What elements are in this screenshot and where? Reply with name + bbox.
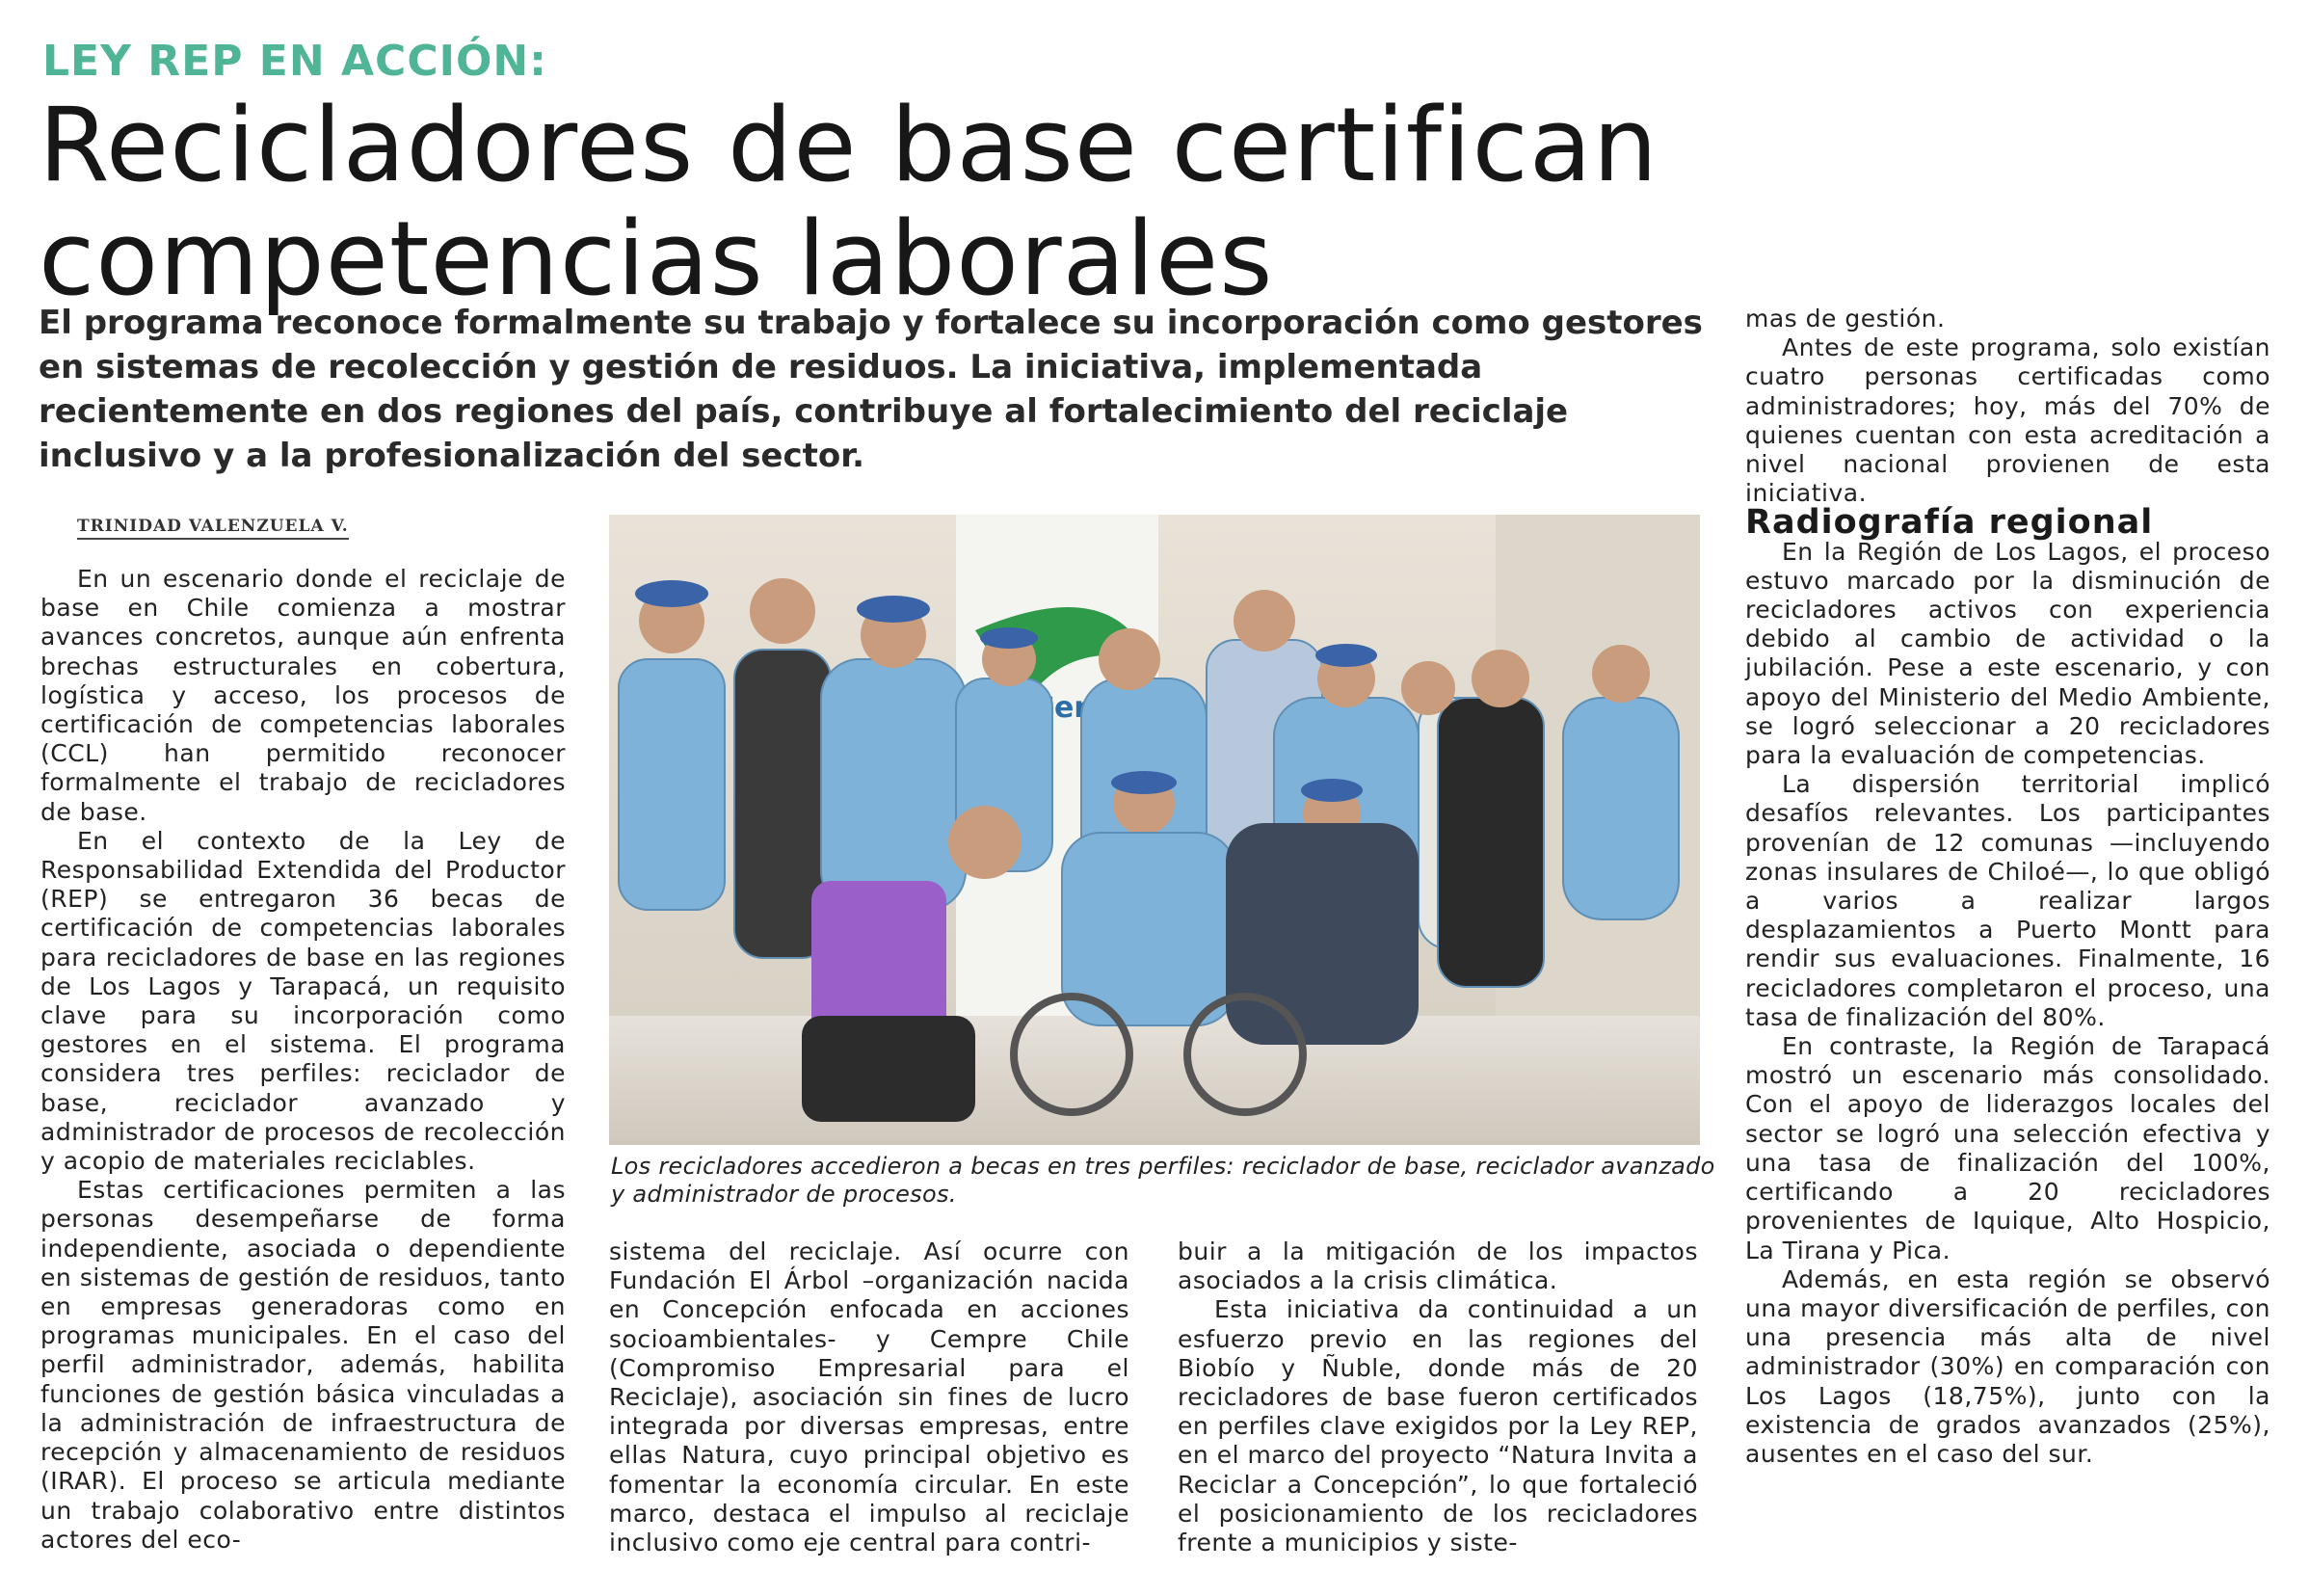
col1-paragraph-1: En un escenario donde el reciclaje de base en Chile comienza a mostrar avances concretos, aunque aún enfrenta brechas estructurales en cobertura, logística y acceso, los procesos de certificación de competencias laborales (CCL) han permitido reconocer formalmente el trabajo de recicladores de base. xyxy=(40,565,566,826)
article-deck: El programa reconoce formalmente su trabajo y fortalece su incorporación como gestores en sistemas de recolección y gestión de residuos. La iniciativa, implementada recientemente en dos regiones del país, contribuye al fortalecimiento del reciclaje inclusivo y a la profesionalización del sector. xyxy=(39,304,1703,475)
column-1 xyxy=(40,565,566,1555)
group-photo-illustration xyxy=(609,515,1700,1145)
col4-paragraph-1: mas de gestión. xyxy=(1745,305,1946,332)
col4-paragraph-5: En contraste, la Región de Tarapacá mostró un escenario más consolidado. Con el apoyo de liderazgos locales del sector se logró una selección efectiva y una tasa de finalización del 100%, certificando a 20 recicladores provenientes de Iquique, Alto Hospicio, La Tirana y Pica. xyxy=(1745,1032,2270,1264)
headline xyxy=(39,86,1850,318)
section-kicker: LEY REP EN ACCIÓN: xyxy=(42,37,547,86)
col4-paragraph-2: Antes de este programa, solo existían cuatro personas certificadas como administradores; hoy, más del 70% de quienes cuentan con esta acreditación a nivel nacional provienen de esta iniciativa. xyxy=(1745,333,2270,508)
column-2 xyxy=(609,1237,1129,1557)
subhead: Radiografía regional xyxy=(1745,503,2154,543)
col3-paragraph-1: buir a la mitigación de los impactos asociados a la crisis climática. xyxy=(1178,1237,1698,1295)
column-3 xyxy=(1178,1237,1698,1557)
headline-line-2: competencias laborales xyxy=(39,200,1274,318)
col3-paragraph-2: Esta iniciativa da continuidad a un esfuerzo previo en las regiones del Biobío y Ñuble, donde más de 20 recicladores de base fueron certificados en perfiles clave exigidos por la Ley REP, en el marco del proyecto “Natura Invita a Reciclar a Concepción”, lo que fortaleció el posicionamiento de los recicladores frente a municipios y siste- xyxy=(1178,1295,1698,1557)
col1-paragraph-2: En el contexto de la Ley de Responsabilidad Extendida del Productor (REP) se entregaron 36 becas de certificación de competencias laborales para recicladores de base en las regiones de Los Lagos y Tarapacá, un requisito clave para su incorporación como gestores en el sistema. El programa considera tres perfiles: reciclador de base, reciclador avanzado y administrador de procesos de recolección y acopio de materiales reciclables. xyxy=(40,826,566,1176)
col1-paragraph-3: Estas certificaciones permiten a las personas desempeñarse de forma independiente, asociada o dependiente en sistemas de gestión de residuos, tanto en empresas generadoras como en programas municipales. En el caso del perfil administrador, además, habilita funciones de gestión básica vinculadas a la administración de infraestructura de recepción y almacenamiento de residuos (IRAR). El proceso se articula mediante un trabajo colaborativo entre distintos actores del eco- xyxy=(40,1176,566,1554)
col4-paragraph-6: Además, en esta región se observó una mayor diversificación de perfiles, con una presencia más alta de nivel administrador (30%) en comparación con Los Lagos (18,75%), junto con la existencia de grados avanzados (25%), ausentes en el caso del sur. xyxy=(1745,1264,2270,1468)
col2-paragraph-1: sistema del reciclaje. Así ocurre con Fundación El Árbol –organización nacida en Concepción enfocada en acciones socioambientales- y Cempre Chile (Compromiso Empresarial para el Reciclaje), asociación sin fines de lucro integrada por diversas empresas, entre ellas Natura, cuyo principal objetivo es fomentar la economía circular. En este marco, destaca el impulso al reciclaje inclusivo como eje central para contri- xyxy=(609,1237,1129,1557)
byline: TRINIDAD VALENZUELA V. xyxy=(77,517,349,540)
col4-paragraph-3: En la Región de Los Lagos, el proceso estuvo marcado por la disminución de recicladores activos con experiencia debido al cambio de actividad o la jubilación. Pese a este escenario, y con apoyo del Ministerio del Medio Ambiente, se logró seleccionar a 20 recicladores para la evaluación de competencias. xyxy=(1745,537,2270,770)
headline-line-1: Recicladores de base certifican xyxy=(39,86,1659,204)
group-photo xyxy=(609,515,1700,1145)
column-4 xyxy=(1745,305,2270,1469)
photo-caption: Los recicladores accedieron a becas en tres perfiles: reciclador de base, reciclador avanzado y administrador de procesos. xyxy=(611,1153,1715,1208)
col4-paragraph-4: La dispersión territorial implicó desafíos relevantes. Los participantes provenían de 12 comunas —incluyendo zonas insulares de Chiloé—, lo que obligó a varios a realizar largos desplazamientos a Puerto Montt para rendir sus evaluaciones. Finalmente, 16 recicladores completaron el proceso, una tasa de finalización del 80%. xyxy=(1745,770,2270,1031)
